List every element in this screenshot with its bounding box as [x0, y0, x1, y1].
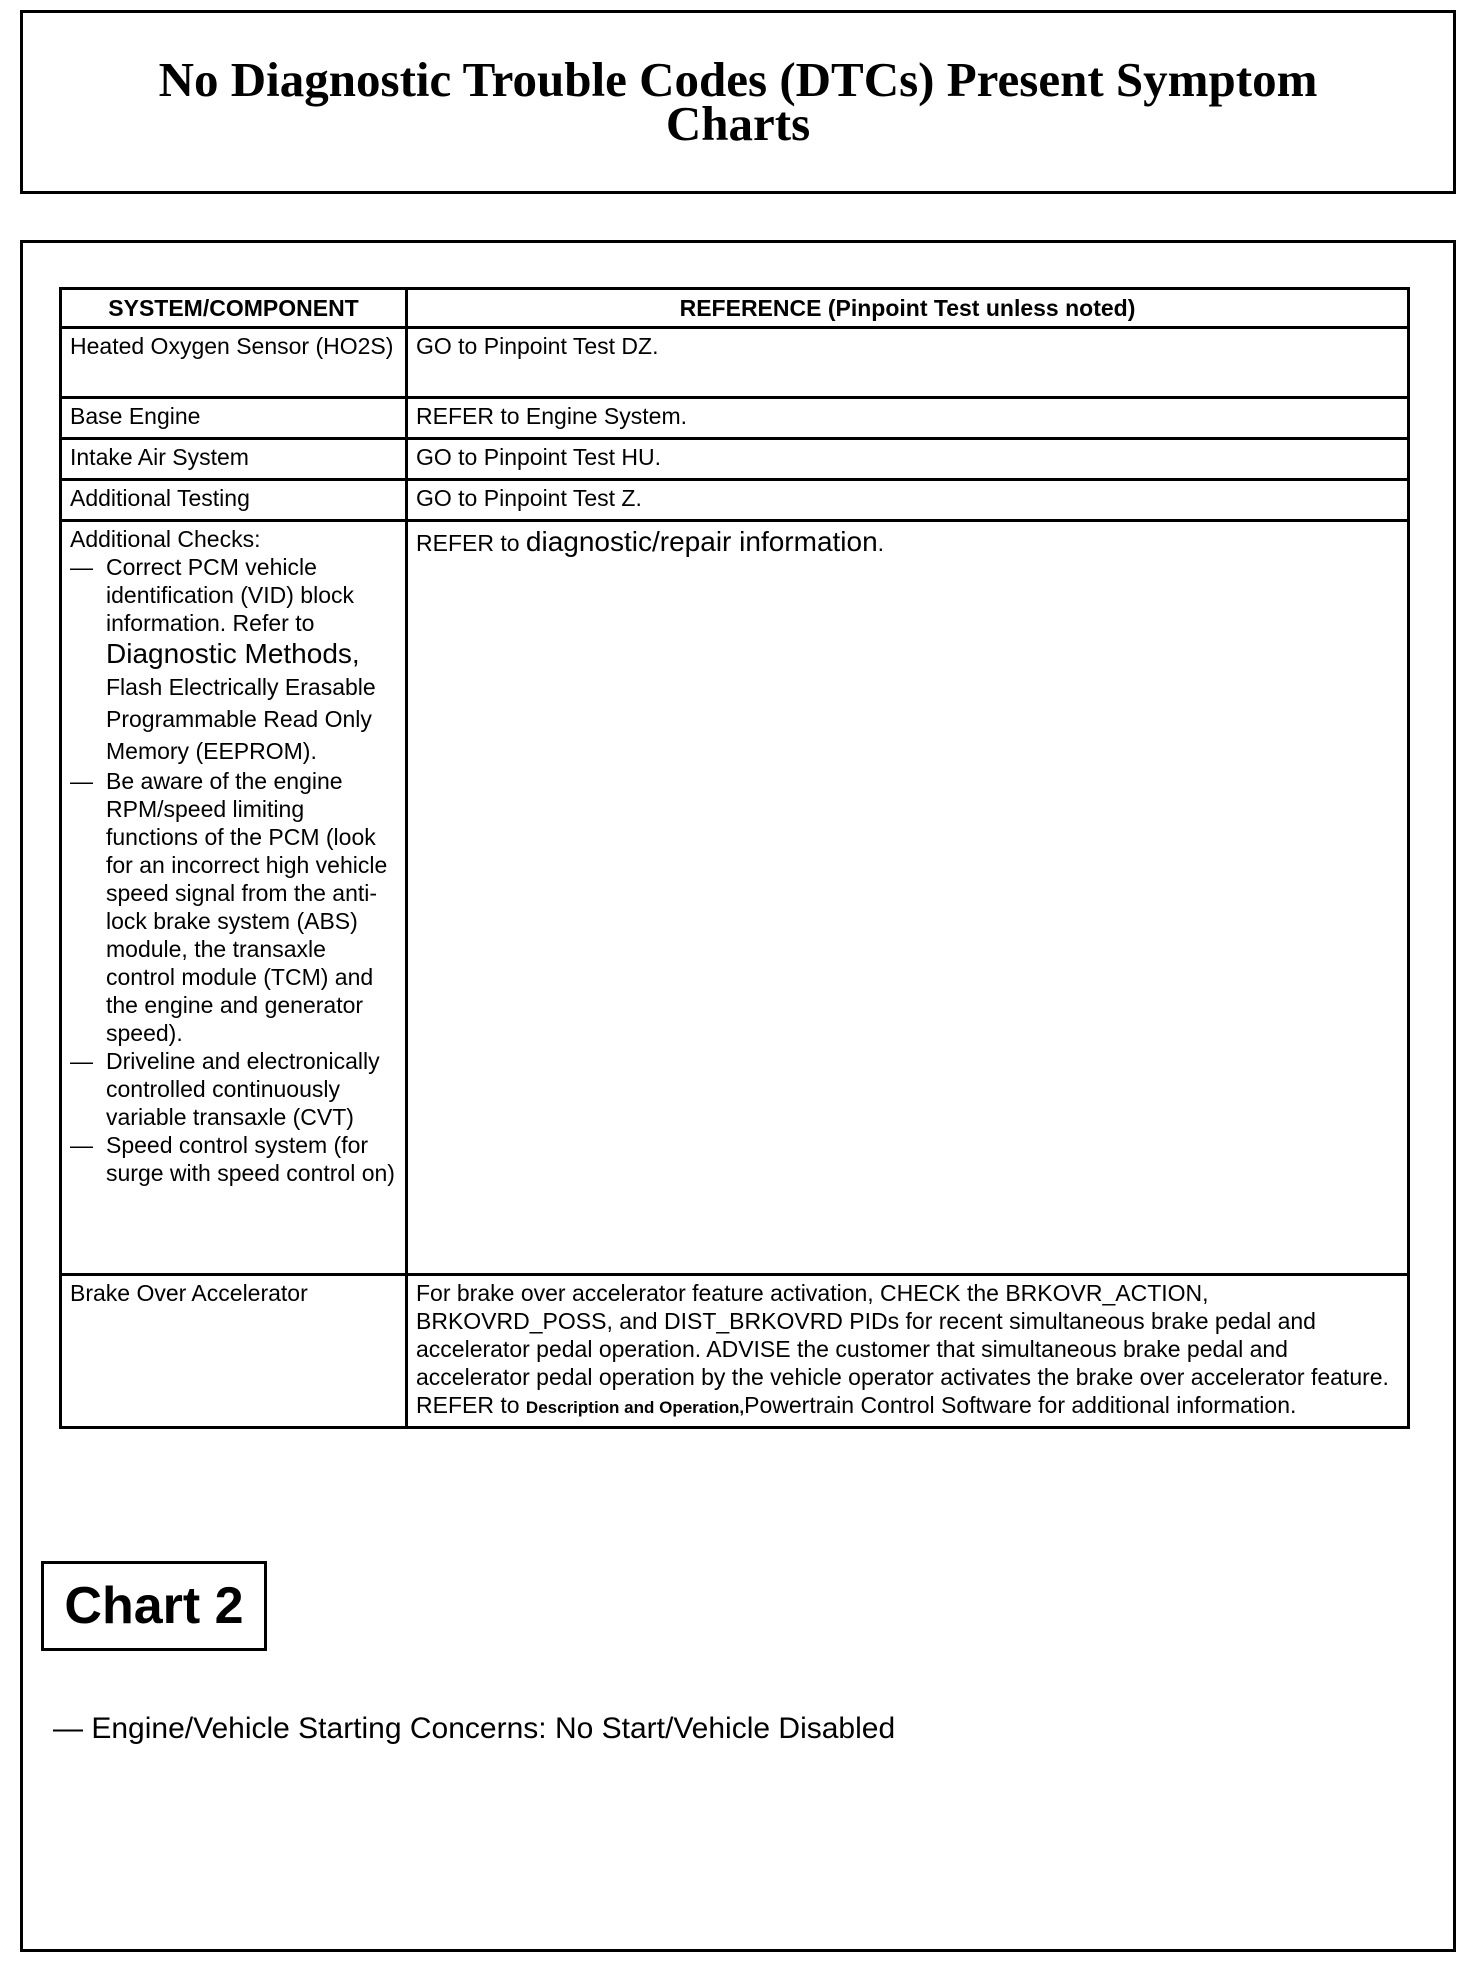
chart-note-text: Engine/Vehicle Starting Concerns: No Start/Vehicle Disabled — [91, 1712, 896, 1745]
header-reference: REFERENCE (Pinpoint Test unless noted) — [407, 289, 1409, 328]
chart-note — [53, 1711, 895, 1747]
dash-bullet: — — [70, 554, 93, 580]
refer-prefix: REFER to — [416, 530, 520, 556]
cell-component-ho2s: Heated Oxygen Sensor (HO2S) — [61, 328, 407, 398]
list-item — [70, 1131, 397, 1187]
refer-prefix: REFER to — [416, 1392, 520, 1418]
description-operation-link[interactable]: Description and Operation, — [525, 1398, 745, 1417]
chart-label: Chart 2 — [41, 1561, 267, 1651]
cell-component-additional-checks — [61, 521, 407, 1275]
check-item-1-text: Correct PCM vehicle identification (VID) block information. Refer to — [106, 554, 354, 636]
table-row — [61, 480, 1409, 521]
cell-component-base-engine: Base Engine — [61, 398, 407, 439]
dash-bullet: — — [70, 1048, 93, 1074]
flash-eeprom-link[interactable]: Flash Electrically Erasable Programmable Read Only Memory (EEPROM). — [106, 674, 376, 764]
cell-component-intake-air: Intake Air System — [61, 439, 407, 480]
refer-prefix: REFER to — [416, 403, 520, 429]
diagnostic-repair-info-link[interactable]: diagnostic/repair information — [525, 526, 878, 557]
cell-component-additional-testing: Additional Testing — [61, 480, 407, 521]
header-system-component: SYSTEM/COMPONENT — [61, 289, 407, 328]
list-item — [70, 767, 397, 1047]
page-title-line-2: Charts — [665, 96, 811, 151]
refer-suffix: . — [877, 530, 885, 556]
table-row — [61, 521, 1409, 1275]
cell-reference-brake-over — [407, 1275, 1409, 1428]
table-row — [61, 398, 1409, 439]
cell-component-brake-over: Brake Over Accelerator — [61, 1275, 407, 1428]
page-title-line-1: No Diagnostic Trouble Codes (DTCs) Present Symptom — [158, 52, 1318, 107]
brake-over-description: For brake over accelerator feature activation, CHECK the BRKOVR_ACTION, BRKOVRD_POSS, and DIST_BRKOVRD PIDs for recent simultaneous brake pedal and accelerator pedal operation. ADVISE the customer that simultaneous brake pedal and accelerator pedal operation by the vehicle operator activates the brake over accelerator feature. — [416, 1280, 1389, 1390]
diagnostic-methods-link[interactable]: Diagnostic Methods, — [106, 638, 360, 669]
cell-reference-additional-checks — [407, 521, 1409, 1275]
check-item-4-text: Speed control system (for surge with speed control on) — [106, 1132, 395, 1186]
table-row — [61, 328, 1409, 398]
check-item-3-text: Driveline and electronically controlled continuously variable transaxle (CVT) — [106, 1048, 380, 1130]
refer-suffix: Powertrain Control Software for additional information. — [744, 1392, 1297, 1418]
cell-reference-intake-air: GO to Pinpoint Test HU. — [407, 439, 1409, 480]
table-header-row — [61, 289, 1409, 328]
cell-reference-additional-testing: GO to Pinpoint Test Z. — [407, 480, 1409, 521]
list-item — [70, 553, 397, 767]
dash-bullet: — — [70, 768, 93, 794]
symptom-chart-table — [59, 287, 1410, 1429]
additional-checks-heading: Additional Checks: — [70, 526, 261, 552]
table-row — [61, 1275, 1409, 1428]
table-row — [61, 439, 1409, 480]
list-item — [70, 1047, 397, 1131]
dash-bullet: — — [53, 1712, 83, 1745]
content-frame — [20, 240, 1456, 1952]
cell-reference-ho2s: GO to Pinpoint Test DZ. — [407, 328, 1409, 398]
check-item-2-text: Be aware of the engine RPM/speed limiting functions of the PCM (look for an incorrect high vehicle speed signal from the anti-lock brake system (ABS) module, the transaxle control module (TCM) and the engine and generator speed). — [106, 768, 388, 1046]
cell-reference-base-engine — [407, 398, 1409, 439]
engine-system-link[interactable]: Engine System. — [525, 403, 688, 429]
dash-bullet: — — [70, 1132, 93, 1158]
page-title-box — [20, 10, 1456, 194]
